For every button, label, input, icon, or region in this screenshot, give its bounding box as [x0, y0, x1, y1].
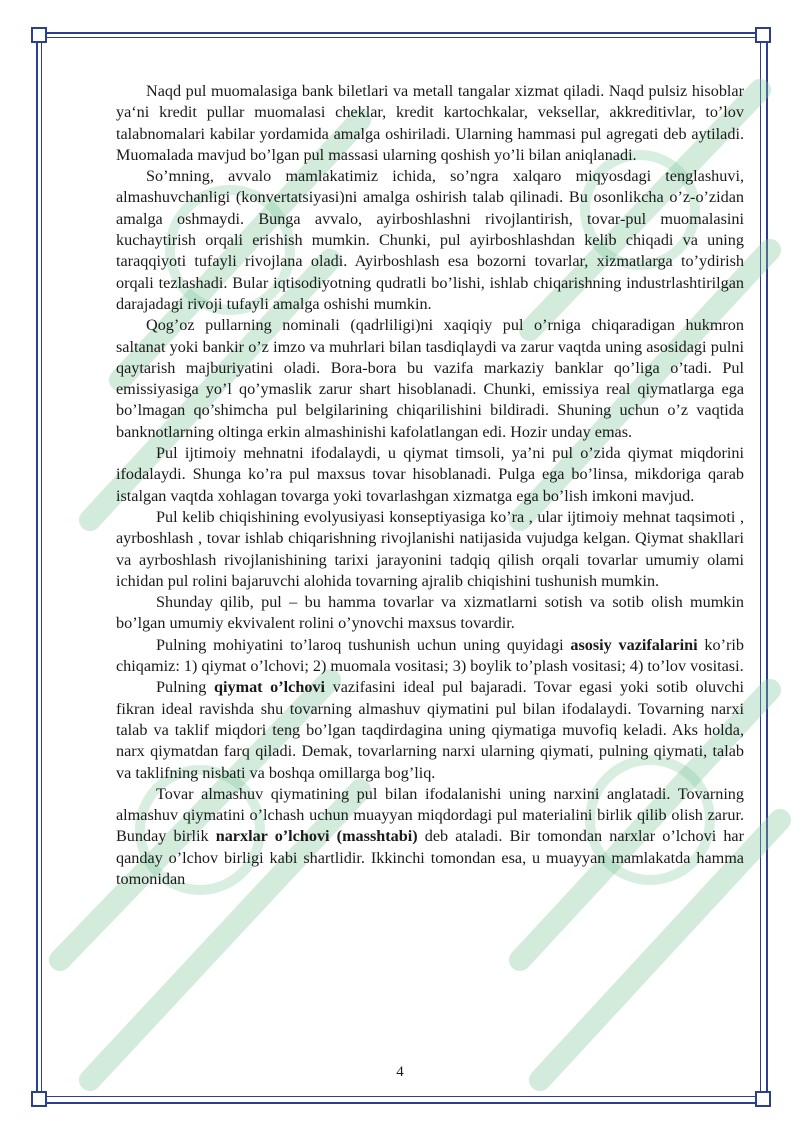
- paragraph: So’mning, avvalo mamlakatimiz ichida, so’ngra xalqaro miqyosdagi tenglashuvi, almashuvchanligi (konvertatsiyasi)ni amalga oshirish talab qilinadi. Bu osonlikcha o’z-o’zidan amalga oshmaydi. Bunga avvalo, ayirboshlashni rivojlantirish, tovar-pul muomalasini kuchaytirish orqali erishish mumkin. Chunki, pul ayirboshlashdan kelib chiqadi va uning taraqqiyoti tufayli rivojlana oladi. Ayirboshlash esa bozorni tovarlar, xizmatlarga to’ydirish orqali tezlashadi. Bular iqtisodiyotning qudratli bo’lishi, ishlab chiqarishning industrlashtirilgan darajadagi rivoji tufayli amalga oshishi mumkin.: [116, 167, 744, 313]
- paragraph-text: Pulning mohiyatini to’laroq tushunish uchun uning quyidagi: [156, 635, 571, 654]
- paragraph: Naqd pul muomalasiga bank biletlari va metall tangalar xizmat qiladi. Naqd pulsiz hisoblar ya‘ni kredit pullar muomalasi cheklar, kredit kartochkalar, veksellar, akkreditivlar, to’lov talabnomalari kabilar yordamida amalga oshiriladi. Ularning hammasi pul agregati deb aytiladi. Muomalada mavjud bo’lgan pul massasi ularning qoshish yo’li bilan aniqlanadi.: [116, 82, 744, 164]
- border-corner-ornament: [755, 1091, 771, 1107]
- paragraph: Pul kelib chiqishining evolyusiyasi konseptiyasiga ko’ra , ular ijtimoiy mehnat taqsimoti , ayrboshlash , tovar ishlab chiqarishning rivojlanishi natijasida vujudga kelgan. Qiymat shakllari va ayrboshlash rivojlanishining tarixi jarayonini tadqiq qilish orqali tovarlar umumiy olami ichidan pul rolini bajaruvchi alohida tovarning ajralib chiqishini tushunish mumkin.: [116, 507, 744, 590]
- paragraph: Pul ijtimoiy mehnatni ifodalaydi, u qiymat timsoli, ya’ni pul o’zida qiymat miqdorini ifodalaydi. Shunga ko’ra pul maxsus tovar hisoblanadi. Pulga ega bo’linsa, mikdoriga qarab istalgan vaqtda xohlagan tovarga yoki tovarlashgan xizmatga ega bo’lish imkoni mavjud.: [116, 444, 744, 505]
- paragraph-text: Tovar almashuv qiymatining pul bilan ifodalanishi uning narxini anglatadi. Tovarning almashuv qiymatini o’lchash uchun muayyan miqdordagi pul materialini birlik qilib olish zarur. Bunday birlik: [116, 784, 744, 846]
- page-number: 4: [396, 1064, 404, 1080]
- paragraph: [116, 635, 744, 678]
- bold-term: narxlar o’lchovi (masshtabi): [215, 827, 418, 846]
- bold-term: qiymat o’lchovi: [213, 678, 326, 697]
- paragraph-text: Pulning: [156, 678, 214, 697]
- paragraph: [116, 677, 744, 783]
- paragraph-text: deb ataladi. Bir tomondan narxlar o’lchovi har qanday o’lchov birligi kabi shartlidir. Ikkinchi tomondan esa, u muayyan mamlakatda hamma tomonidan: [116, 827, 745, 888]
- paragraph: Shunday qilib, pul – bu hamma tovarlar va xizmatlarni sotish va sotib olish mumkin bo’lgan umumiy ekvivalent rolini o’ynovchi maxsus tovardir.: [116, 593, 744, 633]
- paragraph-text: vazifasini ideal pul bajaradi. Tovar egasi yoki sotib oluvchi fikran ideal ravishda shu tovarning almashuv qiymatini pul bilan ifodalaydi. Tovarning narxi talab va taklif miqdori teng bo’lgan taqdirdagina uning qiymatiga muvofiq keladi. Aks holda, narx qiymatdan farq qiladi. Demak, tovarlarning narxi ularning qiymati, pulning qiymati, talab va taklifning nisbati va boshqa omillarga bog’liq.: [116, 678, 745, 782]
- paragraph: Qog’oz pullarning nominali (qadrliligi)ni xaqiqiy pul o’rniga chiqaradigan hukmron saltanat yoki bankir o’z imzo va muhrlari bilan tasdiqlaydi va zarur vaqtda uning asosidagi pulni qaytarish majburiyatini oladi. Bora-bora bu vazifa markaziy banklar qo’liga o’tadi. Pul emissiyasiga yo’l qo’ymaslik zarur shart hisoblanadi. Chunki, emissiya real qiymatlarga ega bo’lmagan qo’shimcha pul belgilarining chiqarilishini bildiradi. Shuning uchun o’z vaqtida banknotlarning oltinga erkin almashinishi kafolatlangan edi. Hozir unday emas.: [116, 316, 744, 441]
- border-corner-ornament: [31, 27, 47, 43]
- bold-term: asosiy vazifalarini: [570, 635, 698, 654]
- paragraph: [116, 784, 744, 890]
- paragraph-text: ko’rib chiqamiz: 1) qiymat o’lchovi; 2) muomala vositasi; 3) boylik to’plash vositasi; 4) to’lov vositasi.: [116, 635, 744, 676]
- border-corner-ornament: [31, 1091, 47, 1107]
- border-corner-ornament: [755, 27, 771, 43]
- document-body: [116, 81, 744, 890]
